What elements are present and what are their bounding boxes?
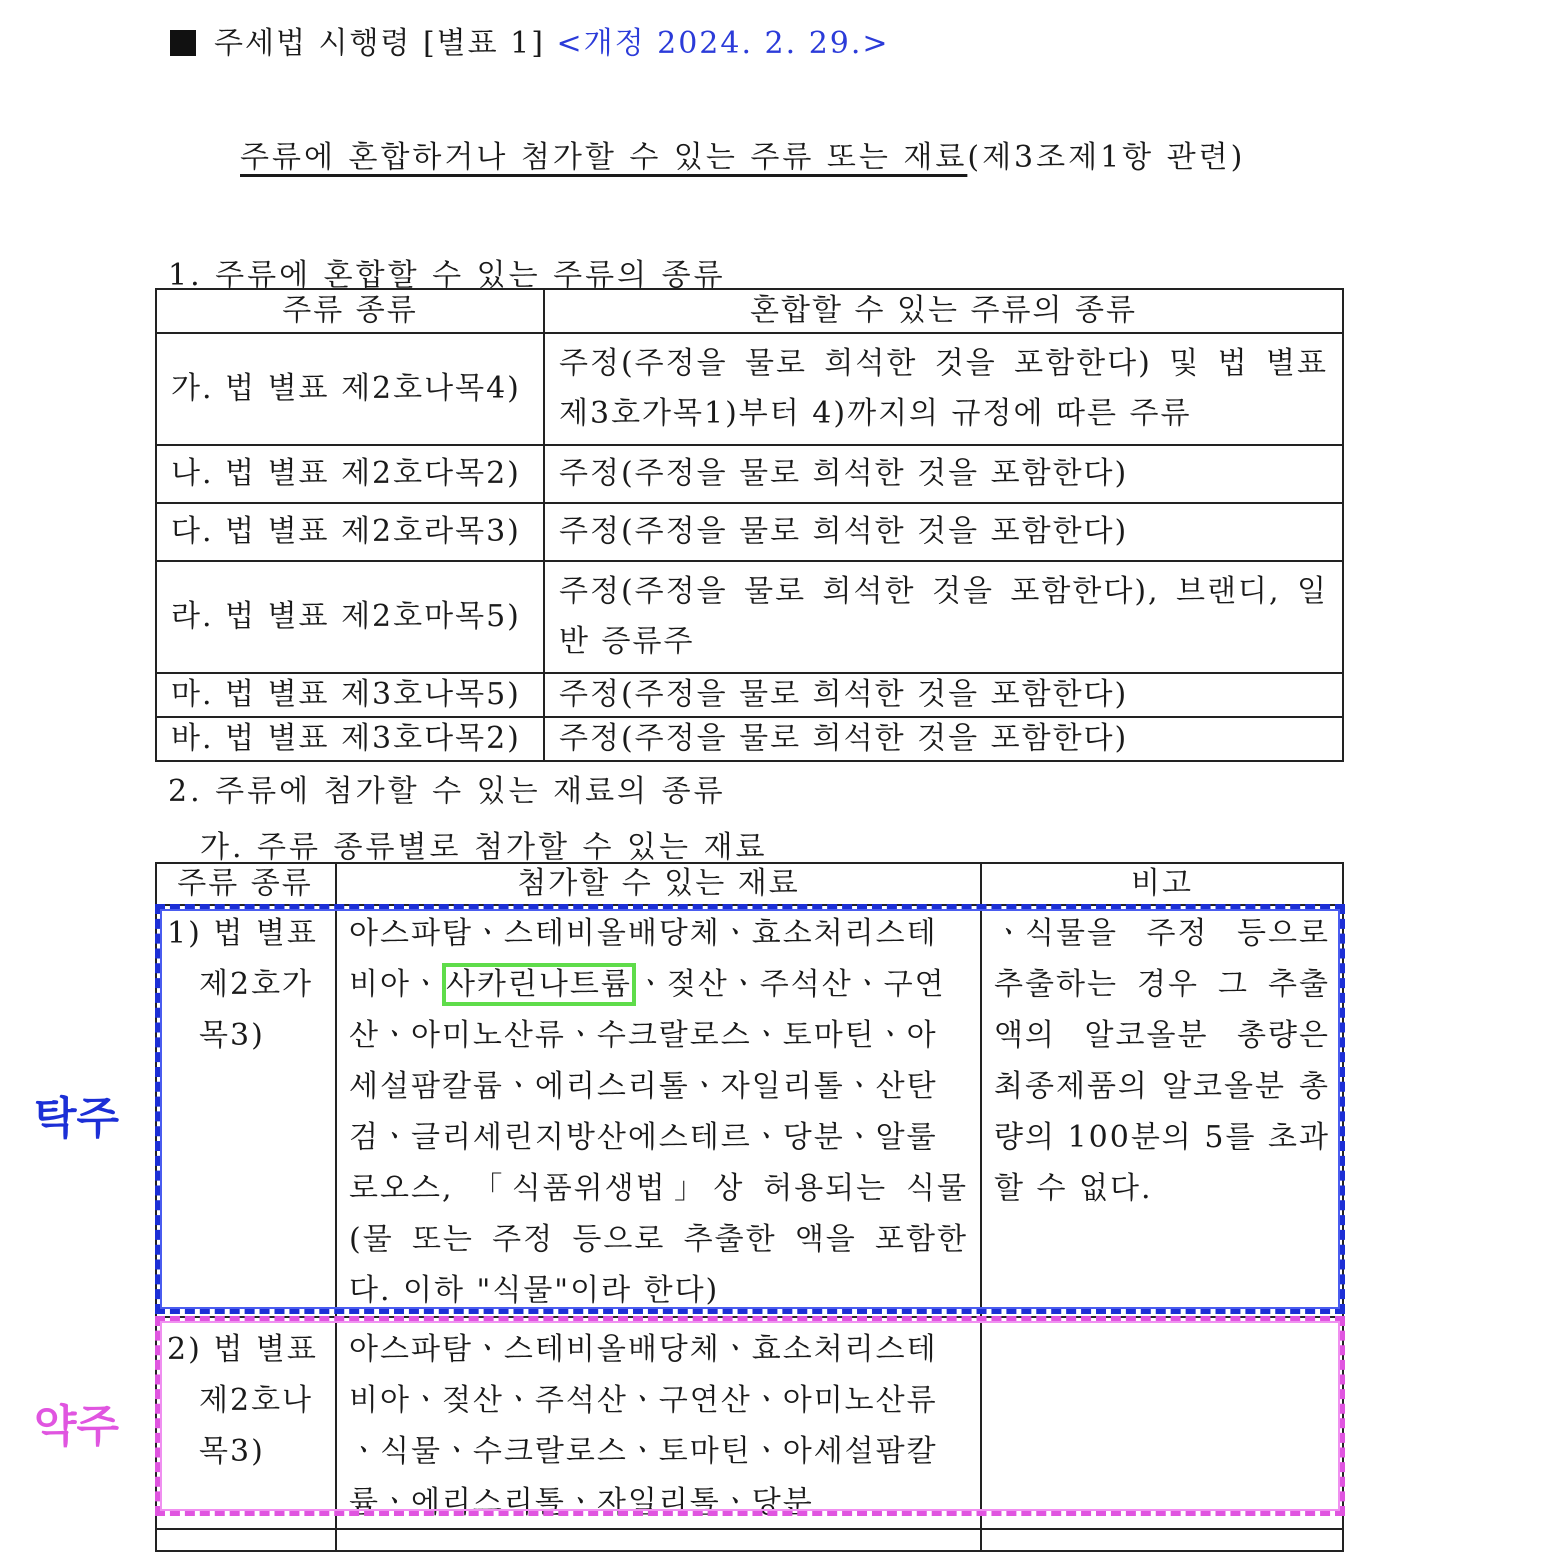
mixable-cell: 주정(주정을 물로 희석한 것을 포함한다), 브랜디, 일반 증류주 xyxy=(544,561,1343,673)
section-2-subheading: 가. 주류 종류별로 첨가할 수 있는 재료 xyxy=(200,830,768,865)
table-row xyxy=(156,333,1343,445)
table-row xyxy=(156,503,1343,561)
title-main: 주류에 혼합하거나 첨가할 수 있는 주류 또는 재료 xyxy=(240,140,968,175)
kind-line: 제2호가목3) xyxy=(199,967,314,1053)
highlighted-material: 사카린나트륨 xyxy=(442,963,636,1006)
cut-off-cell xyxy=(336,1529,981,1551)
liquor-kind-cell: 가. 법 별표 제2호나목4) xyxy=(156,333,544,445)
materials-cell: 아스파탐ㆍ스테비올배당체ㆍ효소처리스테비아ㆍ젖산ㆍ주석산ㆍ구연산ㆍ아미노산류ㆍ식물ㆍ수크랄로스ㆍ토마틴ㆍ아세설팜칼륨ㆍ에리스리톨ㆍ자일리톨ㆍ당분 xyxy=(336,1317,981,1529)
liquor-kind-cell: 마. 법 별표 제3호나목5) xyxy=(156,673,544,717)
law-reference-header xyxy=(170,18,890,62)
takju-label: 탁주 xyxy=(34,1093,120,1144)
takju-highlight-box xyxy=(155,904,1345,1314)
section-2-heading: 2. 주류에 첨가할 수 있는 재료의 종류 xyxy=(168,774,726,809)
yakju-label: 약주 xyxy=(34,1401,120,1452)
law-reference: 주세법 시행령 [별표 1] xyxy=(214,26,545,61)
kind-line: 제2호나목3) xyxy=(199,1383,314,1469)
table-row xyxy=(156,561,1343,673)
remarks-cell: ㆍ식물을 주정 등으로 추출하는 경우 그 추출액의 알코올분 총량은 최종제품의 알코올분 총량의 100분의 5를 초과할 수 없다. xyxy=(981,905,1343,1317)
mixable-cell: 주정(주정을 물로 희석한 것을 포함한다) xyxy=(544,673,1343,717)
square-bullet-icon xyxy=(170,30,196,56)
materials-text: ㆍ젖산ㆍ주석산ㆍ구연산ㆍ아미노산류ㆍ수크랄로스ㆍ토마틴ㆍ아세설팜칼륨ㆍ에리스리톨ㆍ자일리톨ㆍ산탄검ㆍ글리세린지방산에스테르ㆍ당분ㆍ알룰로오스, 「식품위생법」상 허용되는 식물(물 또는 주정 등으로 추출한 액을 포함한다. 이하 "식물"이라 한다) xyxy=(349,967,968,1308)
amendment-date-link[interactable]: <개정 2024. 2. 29.> xyxy=(556,26,890,61)
liquor-kind-cell: 라. 법 별표 제2호마목5) xyxy=(156,561,544,673)
table-header-row xyxy=(156,863,1343,905)
title-suffix: (제3조제1항 관련) xyxy=(967,140,1246,175)
mixable-cell: 주정(주정을 물로 희석한 것을 포함한다) xyxy=(544,445,1343,503)
yakju-highlight-box xyxy=(155,1316,1345,1516)
column-header: 첨가할 수 있는 재료 xyxy=(336,863,981,905)
liquor-kind-cell: 바. 법 별표 제3호다목2) xyxy=(156,717,544,761)
materials-text: 아스파탐ㆍ스테비올배당체ㆍ효소처리스테비아ㆍ xyxy=(349,916,938,1002)
table-row xyxy=(156,717,1343,761)
kind-line: 2) 법 별표 xyxy=(167,1332,318,1367)
liquor-kind-cell: 다. 법 별표 제2호라목3) xyxy=(156,503,544,561)
table-row xyxy=(156,445,1343,503)
cut-off-cell xyxy=(981,1529,1343,1551)
column-header: 혼합할 수 있는 주류의 종류 xyxy=(544,289,1343,333)
table-header-row xyxy=(156,289,1343,333)
column-header: 주류 종류 xyxy=(156,863,336,905)
column-header: 비고 xyxy=(981,863,1343,905)
mixable-cell: 주정(주정을 물로 희석한 것을 포함한다) xyxy=(544,503,1343,561)
liquor-kind-cell: 나. 법 별표 제2호다목2) xyxy=(156,445,544,503)
mixable-liquor-table xyxy=(155,288,1344,762)
cut-off-cell xyxy=(156,1529,336,1551)
column-header: 주류 종류 xyxy=(156,289,544,333)
document-title xyxy=(240,132,1245,176)
section-1-heading: 1. 주류에 혼합할 수 있는 주류의 종류 xyxy=(168,258,726,293)
kind-line: 1) 법 별표 xyxy=(167,916,318,951)
mixable-cell: 주정(주정을 물로 희석한 것을 포함한다) 및 법 별표 제3호가목1)부터 4)까지의 규정에 따른 주류 xyxy=(544,333,1343,445)
table-row xyxy=(156,673,1343,717)
table-row-partial xyxy=(156,1529,1343,1551)
mixable-cell: 주정(주정을 물로 희석한 것을 포함한다) xyxy=(544,717,1343,761)
